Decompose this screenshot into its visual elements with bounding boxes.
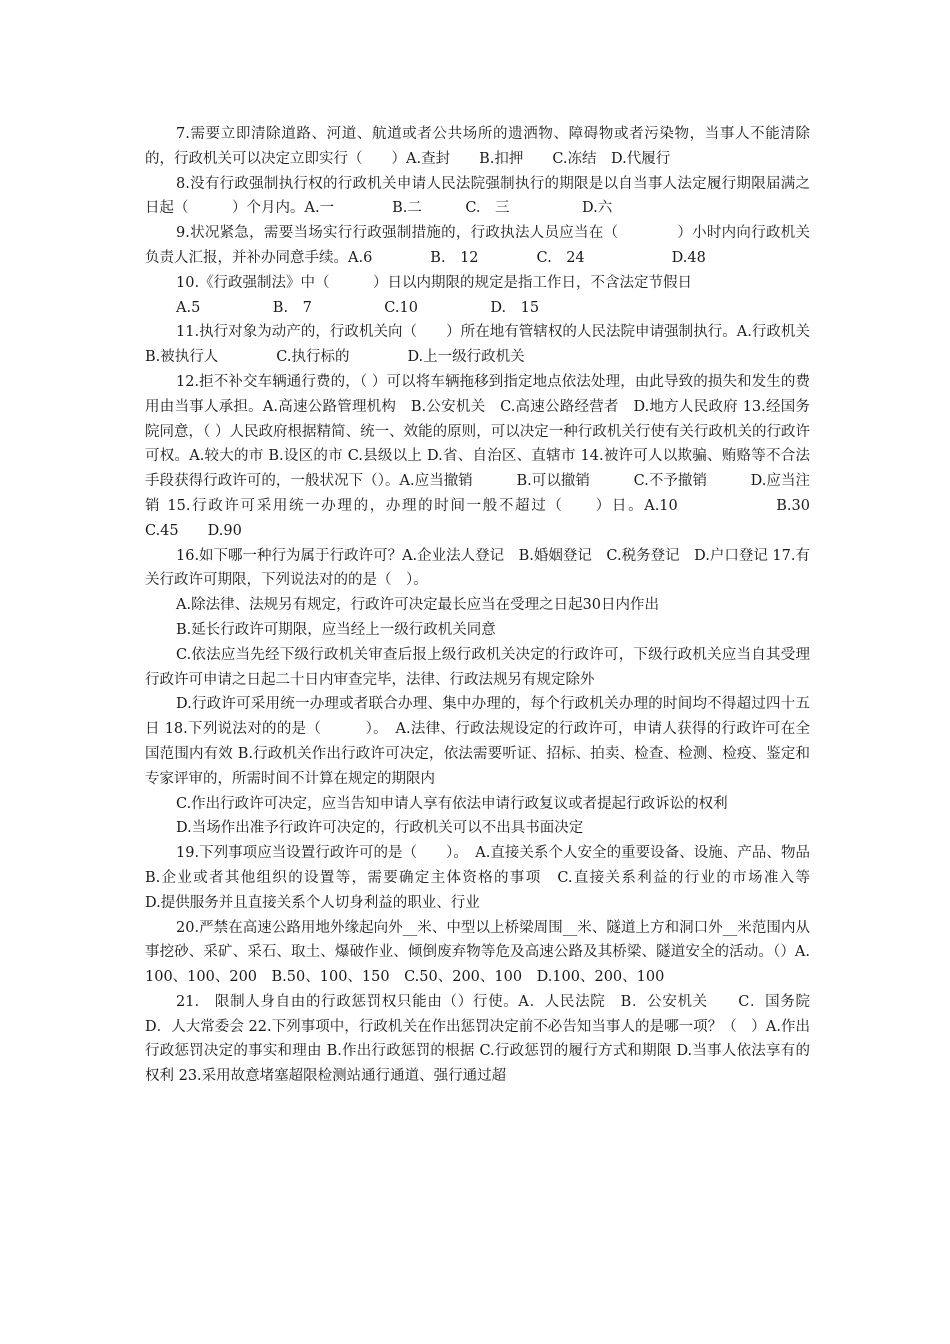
question-20: 20.严禁在高速公路用地外缘起向外__米、中型以上桥梁周围__米、隧道上方和洞口外__米范围内从事挖砂、采矿、采石、取土、爆破作业、倾倒废弃物等危及高速公路及其桥梁、隧道安全的活动。（）A.100、100、200 B.50、100、150 C.50、200、100 D.100、200、100 (145, 919, 810, 986)
question-11: 11.执行对象为动产的，行政机关向（ ）所在地有管辖权的人民法院申请强制执行。A.行政机关 B.被执行人 C.执行标的 D.上一级行政机关 (145, 324, 868, 366)
question-18-option-d: D.当场作出准予行政许可决定的，行政机关可以不出具书面决定 (176, 820, 584, 837)
question-17-option-d-and-18: D.行政许可采用统一办理或者联合办理、集中办理的，每个行政机关办理的时间均不得超过四十五日 18.下列说法对的的是（ ）。 A.法律、行政法规设定的行政许可，申请人获得的行政许可在全国范围内有效 B.行政机关作出行政许可决定，依法需要听证、招标、拍卖、检查、检测、检疫、鉴定和专家评审的，所需时间不计算在规定的期限内 (145, 696, 810, 787)
question-8: 8.没有行政强制执行权的行政机关申请人民法院强制执行的期限是以自当事人法定履行期限届满之日起（ ）个月内。A.一 B.二 C. 三 D.六 (145, 175, 810, 217)
question-18-option-c: C.作出行政许可决定，应当告知申请人享有依法申请行政复议或者提起行政诉讼的权利 (176, 795, 728, 812)
question-7: 7.需要立即清除道路、河道、航道或者公共场所的遗洒物、障碍物或者污染物，当事人不能清除的，行政机关可以决定立即实行（ ）A.查封 B.扣押 C.冻结 D.代履行 (145, 126, 810, 167)
question-19: 19.下列事项应当设置行政许可的是（ ）。 A.直接关系个人安全的重要设备、设施、产品、物品 B.企业或者其他组织的设置等，需要确定主体资格的事项 C.直接关系利益的行业的市场准入等 D.提供服务并且直接关系个人切身利益的职业、行业 (145, 845, 854, 911)
question-9: 9.状况紧急，需要当场实行行政强制措施的，行政执法人员应当在（ ）小时内向行政机关负责人汇报，并补办同意手续。A.6 B. 12 C. 24 D.48 (145, 225, 810, 266)
question-10-options: A.5 B. 7 C.10 D. 15 (176, 299, 540, 316)
question-10: 10.《行政强制法》中（ ）日以内期限的规定是指工作日，不含法定节假日 (176, 274, 693, 291)
question-17-option-c: C.依法应当先经下级行政机关审查后报上级行政机关决定的行政许可，下级行政机关应当自其受理行政许可申请之日起二十日内审查完毕，法律、行政法规另有规定除外 (145, 646, 810, 688)
question-17-option-a: A.除法律、法规另有规定，行政许可决定最长应当在受理之日起30日内作出 (176, 597, 660, 614)
questions-16-17: 16.如下哪一种行为属于行政许可？A.企业法人登记 B.婚姻登记 C.税务登记 D.户口登记 17.有关行政许可期限，下列说法对的的是（ ）。 (145, 547, 810, 589)
questions-12-15: 12.拒不补交车辆通行费的，（ ）可以将车辆拖移到指定地点依法处理，由此导致的损失和发生的费用由当事人承担。A.高速公路管理机构 B.公安机关 C.高速公路经营者 D.地方人民政府 13.经国务院同意，（ ）人民政府根据精简、统一、效能的原则，可以决定一种行政机关行使有关行政机关的行政许可权。A.较大的市 B.设区的市 C.县级以上 D.省、自治区、直辖市 14.被许可人以欺骗、贿赂等不合法手段获得行政许可的，一般状况下（）。A.应当撤销 B.可以撤销 C.不予撤销 D.应当注销 15.行政许可采用统一办理的，办理的时间一般不超过（ ）日。A.10 B.30 C.45 D.90 (145, 373, 883, 539)
exam-question-text (145, 122, 883, 1089)
questions-21-23: 21. 限制人身自由的行政惩罚权只能由（）行使。A．人民法院 B．公安机关 C．国务院 D．人大常委会 22.下列事项中，行政机关在作出惩罚决定前不必告知当事人的是哪一项？（ ）A.作出行政惩罚决定的事实和理由 B.作出行政惩罚的根据 C.行政惩罚的履行方式和期限 D.当事人依法享有的权利 23.采用故意堵塞超限检测站通行通道、强行通过超 (145, 993, 825, 1085)
question-17-option-b: B.延长行政许可期限，应当经上一级行政机关同意 (176, 621, 496, 638)
